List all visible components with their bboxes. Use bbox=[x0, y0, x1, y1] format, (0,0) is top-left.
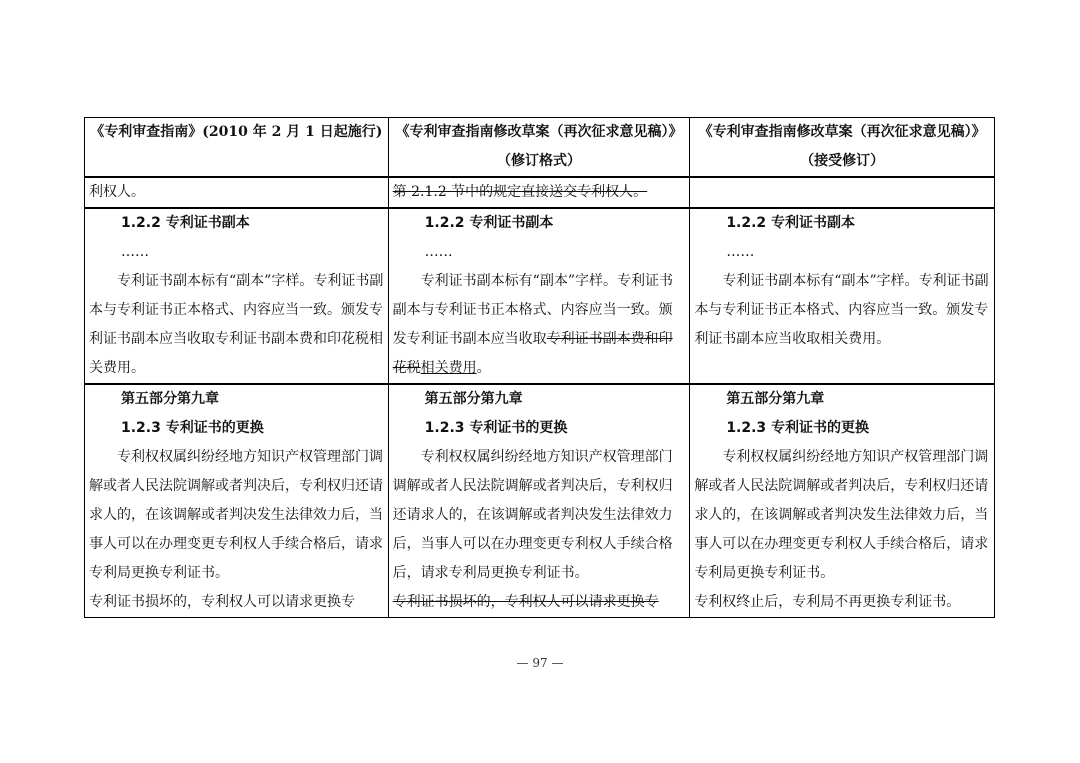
table-header-row bbox=[85, 118, 995, 178]
section-heading: 1.2.2 专利证书副本 bbox=[121, 215, 250, 231]
comparison-table bbox=[84, 117, 995, 618]
row2-col2 bbox=[388, 208, 690, 384]
row2-col1 bbox=[85, 208, 389, 384]
part-heading: 第五部分第九章 bbox=[121, 391, 219, 407]
ellipsis: …… bbox=[726, 244, 755, 260]
paragraph: 专利权权属纠纷经地方知识产权管理部门调解或者人民法院调解或者判决后，专利权归还请求人的，在该调解或者判决发生法律效力后，当事人可以在办理变更专利权人手续合格后，请求专利局更换专利证书。 bbox=[89, 449, 383, 581]
paragraph: 专利权权属纠纷经地方知识产权管理部门调解或者人民法院调解或者判决后，专利权归还请求人的，在该调解或者判决发生法律效力后，当事人可以在办理变更专利权人手续合格后，请求专利局更换专利证书。 bbox=[694, 449, 989, 581]
paragraph bbox=[393, 267, 686, 383]
header-col-tracked: 《专利审查指南修改草案（再次征求意见稿）》（修订格式） bbox=[388, 118, 690, 178]
paragraph: 专利证书副本标有“副本”字样。专利证书副本与专利证书正本格式、内容应当一致。颁发专利证书副本应当收取专利证书副本费和印花税相关费用。 bbox=[89, 273, 384, 376]
deleted-text: 第 2.1.2 节中的规定直接送交专利权人。 bbox=[392, 184, 648, 200]
paragraph: 专利证书副本标有“副本”字样。专利证书副本与专利证书正本格式、内容应当一致。颁发专利证书副本应当收取相关费用。 bbox=[694, 273, 989, 347]
section-heading: 1.2.2 专利证书副本 bbox=[424, 215, 554, 231]
table-row bbox=[85, 177, 995, 208]
paragraph-tail: 专利权终止后，专利局不再更换专利证书。 bbox=[694, 594, 961, 610]
ellipsis: …… bbox=[424, 244, 453, 260]
deleted-text: 专利证书损坏的，专利权人可以请求更换专 bbox=[392, 594, 659, 610]
paragraph-text: 。 bbox=[476, 360, 491, 376]
paragraph-text: 专利证书副本标有“副本”字样。专利证书副本与专利证书正本格式、内容应当一致。颁发专利证书副本应当收取 bbox=[392, 273, 673, 347]
header-col-accepted: 《专利审查指南修改草案（再次征求意见稿）》（接受修订） bbox=[690, 118, 995, 178]
section-heading: 1.2.2 专利证书副本 bbox=[726, 215, 856, 231]
deleted-text: 专利证书副本费和印花税 bbox=[392, 331, 673, 376]
section-heading: 1.2.3 专利证书的更换 bbox=[424, 420, 568, 436]
row2-col3 bbox=[690, 208, 995, 384]
page-number: — 97 — bbox=[516, 656, 564, 670]
paragraph-tail: 专利证书损坏的，专利权人可以请求更换专 bbox=[89, 594, 355, 610]
ellipsis: …… bbox=[121, 244, 149, 260]
row1-col1: 利权人。 bbox=[85, 177, 389, 208]
paragraph: 专利权权属纠纷经地方知识产权管理部门调解或者人民法院调解或者判决后，专利权归还请求人的，在该调解或者判决发生法律效力后，当事人可以在办理变更专利权人手续合格后，请求专利局更换专利证书。 bbox=[392, 449, 673, 581]
section-heading: 1.2.3 专利证书的更换 bbox=[121, 420, 264, 436]
inserted-text: 相关费用 bbox=[420, 360, 477, 376]
section-heading: 1.2.3 专利证书的更换 bbox=[726, 420, 870, 436]
table-row bbox=[85, 208, 995, 384]
row3-col2 bbox=[388, 384, 690, 618]
part-heading: 第五部分第九章 bbox=[726, 391, 825, 407]
row3-col1 bbox=[85, 384, 389, 618]
part-heading: 第五部分第九章 bbox=[424, 391, 523, 407]
row3-col3 bbox=[690, 384, 995, 618]
row1-col3 bbox=[690, 177, 995, 208]
header-col-original: 《专利审查指南》(2010 年 2 月 1 日起施行) bbox=[85, 118, 389, 178]
row1-col2 bbox=[388, 177, 690, 208]
table-row bbox=[85, 384, 995, 618]
